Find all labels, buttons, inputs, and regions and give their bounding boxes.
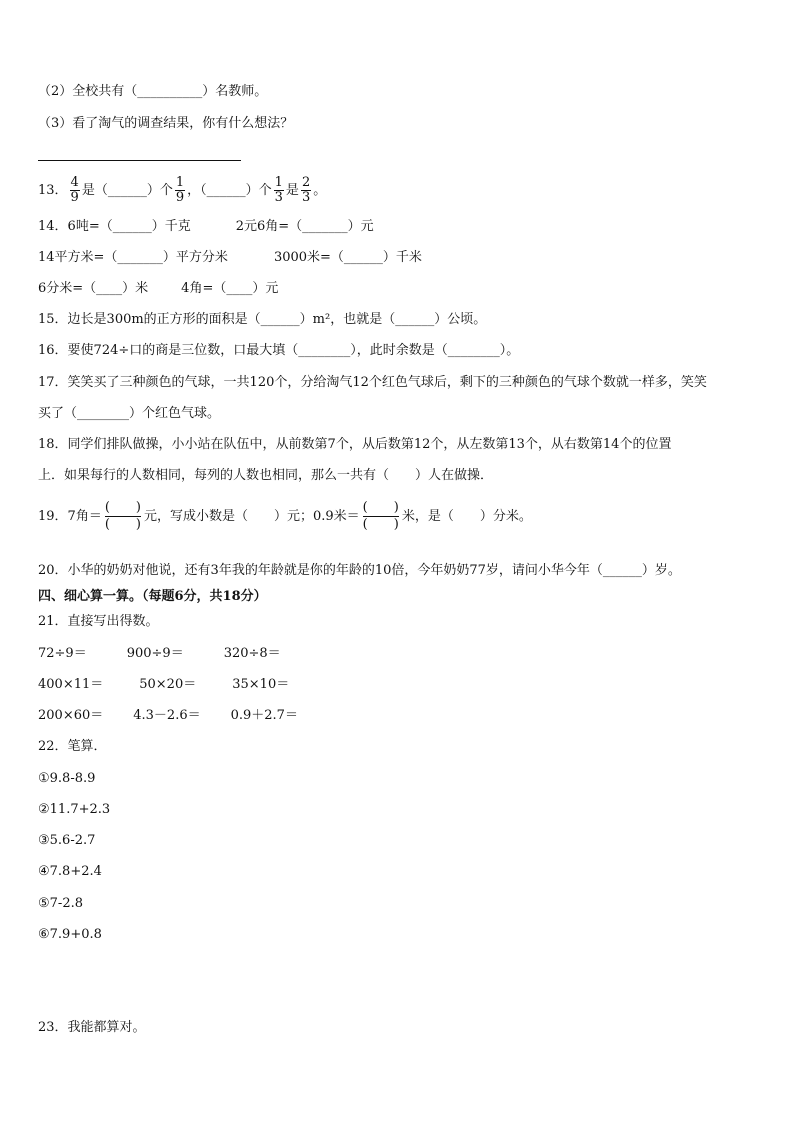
- question-22: 22．笔算．: [38, 739, 107, 754]
- fraction-2-3: $\frac{2}{3}$: [301, 175, 311, 205]
- question-21: 21．直接写出得数。: [38, 614, 159, 629]
- question-19: 19．7角＝ ( ) ( ) 元，写成小数是（ ）元；0.9米＝ ( ) ( ) 米，是（ ）分米。: [38, 500, 532, 532]
- written-calc-6: ⑥7.9+0.8: [38, 927, 102, 942]
- fraction-1-9: $\frac{1}{9}$: [175, 175, 185, 205]
- question-23: 23．我能都算对。: [38, 1020, 146, 1035]
- answer-line: [38, 160, 241, 161]
- question-14-row-1: 14．6吨=（______）千克 2元6角=（_______）元: [38, 219, 374, 234]
- question-18-line-1: 18．同学们排队做操，小小站在队伍中，从前数第7个，从后数第12个，从左数第13个，从右数第14个的位置: [38, 437, 672, 452]
- section-4-heading: 四、细心算一算。（每题6分，共18分）: [38, 589, 267, 604]
- question-12-part-3: （3）看了淘气的调查结果，你有什么想法？: [38, 116, 294, 131]
- question-17-line-1: 17．笑笑买了三种颜色的气球，一共120个，分给淘气12个红色气球后，剩下的三种颜色的气球个数就一样多，笑笑: [38, 375, 707, 390]
- calc-row-1: 72÷9＝ 900÷9＝ 320÷8＝: [38, 646, 281, 661]
- question-14-row-2: 14平方米=（_______）平方分米 3000米=（______）千米: [38, 250, 422, 265]
- question-20: 20．小华的奶奶对他说，还有3年我的年龄就是你的年龄的10倍，今年奶奶77岁，请问小华今年（______）岁。: [38, 563, 681, 578]
- question-14-row-3: 6分米=（____）米 4角=（____）元: [38, 281, 279, 296]
- calc-row-3: 200×60＝ 4.3－2.6＝ 0.9＋2.7＝: [38, 708, 298, 723]
- question-17-line-2: 买了（________）个红色气球。: [38, 406, 221, 421]
- calc-row-2: 400×11＝ 50×20＝ 35×10＝: [38, 677, 290, 692]
- written-calc-2: ②11.7+2.3: [38, 802, 111, 817]
- question-16: 16．要使724÷口的商是三位数，口最大填（________），此时余数是（________）。: [38, 343, 520, 358]
- written-calc-1: ①9.8-8.9: [38, 771, 96, 786]
- written-calc-3: ③5.6-2.7: [38, 833, 96, 848]
- fraction-4-9: $\frac{4}{9}$: [70, 175, 79, 205]
- fraction-1-3: $\frac{1}{3}$: [274, 175, 283, 205]
- question-15: 15．边长是300m的正方形的面积是（______）m²，也就是（______）公顷。: [38, 312, 487, 327]
- blank-fraction-meter: ( ) ( ): [362, 500, 399, 532]
- q13-number: 13．: [38, 183, 68, 198]
- written-calc-5: ⑤7-2.8: [38, 896, 83, 911]
- blank-fraction-yuan: ( ) ( ): [104, 500, 141, 532]
- written-calc-4: ④7.8+2.4: [38, 864, 102, 879]
- question-12-part-2: （2）全校共有（__________）名教师。: [38, 84, 268, 99]
- question-13: 13． $\frac{4}{9}$ 是（______）个 $\frac{1}{9}$ ，（______）个 $\frac{1}{3}$ 是 $\frac{2}{3}$ 。: [38, 175, 327, 205]
- question-18-line-2: 上．如果每行的人数相同，每列的人数也相同，那么一共有（ ）人在做操．: [38, 468, 494, 483]
